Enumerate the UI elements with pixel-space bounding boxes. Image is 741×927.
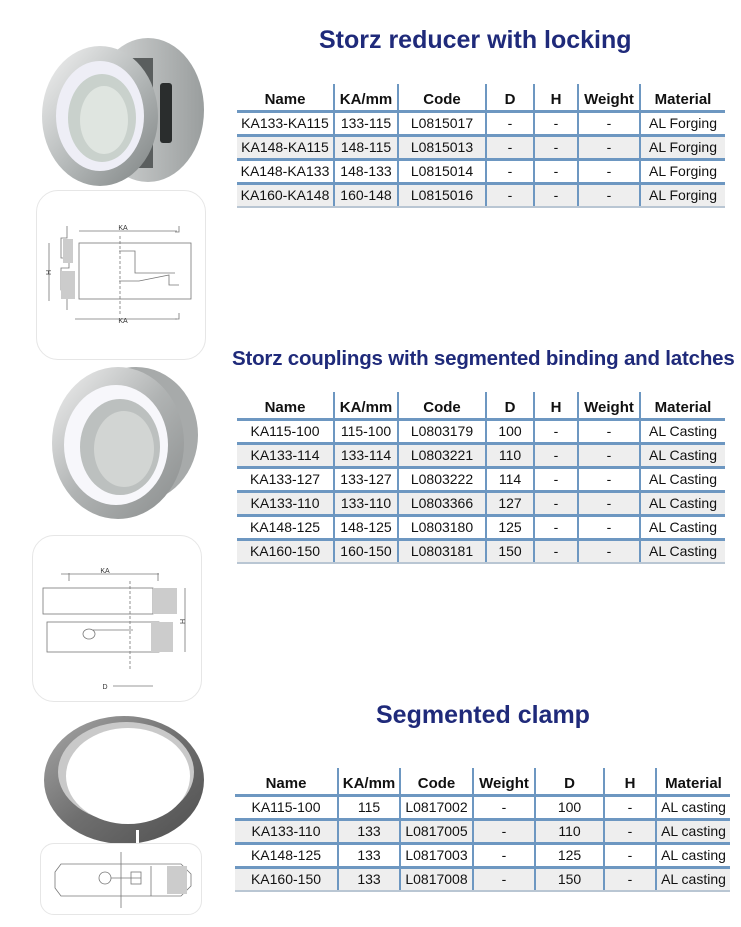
cell-material: AL Forging [640,111,725,135]
column-header-name: Name [265,774,307,792]
column-header-material: Material [656,768,730,795]
column-header-h: H [534,392,578,419]
cell-d: 114 [486,467,534,491]
cell-code: L0815016 [398,183,486,207]
section-title-segmented-clamp: Segmented clamp [376,701,590,729]
cell-material: AL casting [656,867,730,891]
segmented-clamp-photo [40,712,206,850]
cell-material: AL Casting [640,539,725,563]
column-header-material: Material [640,84,725,111]
cell-ka: 133-110 [334,491,398,515]
cell-h: - [534,183,578,207]
cell-d: - [486,111,534,135]
table-row [237,183,725,207]
storz-coupling-photo [28,355,208,530]
diagram-label-h: H [180,618,187,624]
cell-material: AL casting [656,819,730,843]
cell-ka: 133-127 [334,467,398,491]
cell-h: - [534,443,578,467]
column-header-name: Name [264,398,306,416]
cell-code: L0815017 [398,111,486,135]
cell-weight: - [473,843,535,867]
column-header-d: D [486,84,534,111]
table-header-row [237,392,725,419]
cell-material: AL casting [656,843,730,867]
column-header-ka: KA/mm [334,84,398,111]
cell-h: - [534,515,578,539]
table-row [235,819,730,843]
cell-h: - [534,467,578,491]
segmented-clamp-table [235,768,730,892]
cell-ka: 160-150 [334,539,398,563]
cell-name: KA148-125 [235,843,338,867]
storz-coupling-diagram [32,535,202,702]
cell-ka: 148-133 [334,159,398,183]
cell-code: L0803366 [398,491,486,515]
column-header-material: Material [640,392,725,419]
storz-reducer-diagram [36,190,206,360]
storz-coupling-table [237,392,725,564]
cell-code: L0803180 [398,515,486,539]
cell-weight: - [578,467,640,491]
column-header-h: H [604,768,656,795]
cell-d: 125 [486,515,534,539]
cell-code: L0803179 [398,419,486,443]
storz-reducer-photo [38,28,206,198]
cell-h: - [604,819,656,843]
column-header-d: D [486,392,534,419]
cell-ka: 115 [338,795,400,819]
cell-weight: - [578,443,640,467]
cell-ka: 133 [338,867,400,891]
cell-ka: 133-114 [334,443,398,467]
cell-h: - [604,843,656,867]
cell-code: L0817002 [400,795,473,819]
diagram-label-ka-bottom: KA [118,318,128,325]
cell-h: - [534,539,578,563]
cell-name: KA160-150 [237,539,334,563]
table-row [237,159,725,183]
cell-name: KA115-100 [235,795,338,819]
cell-weight: - [473,867,535,891]
segmented-clamp-diagram [40,843,202,915]
cell-weight: - [578,539,640,563]
cell-material: AL Forging [640,159,725,183]
column-header-code: Code [398,392,486,419]
table-header-row [235,768,730,795]
diagram-label-h: H [46,269,53,275]
column-header-d: D [535,768,604,795]
cell-h: - [604,795,656,819]
cell-name: KA133-110 [237,491,334,515]
cell-name: KA133-KA115 [237,111,334,135]
column-header-weight: Weight [473,768,535,795]
cell-code: L0815013 [398,135,486,159]
table-row [237,443,725,467]
table-row [237,515,725,539]
diagram-label-ka: KA [100,568,110,575]
cell-material: AL Casting [640,419,725,443]
table-row [237,491,725,515]
cell-material: AL Casting [640,491,725,515]
cell-ka: 133 [338,843,400,867]
cell-ka: 148-125 [334,515,398,539]
cell-h: - [534,491,578,515]
cell-ka: 148-115 [334,135,398,159]
table-row [235,843,730,867]
diagram-label-ka-top: KA [118,225,128,232]
cell-h: - [534,419,578,443]
cell-code: L0803181 [398,539,486,563]
cell-d: 100 [535,795,604,819]
cell-material: AL casting [656,795,730,819]
column-header-weight: Weight [578,392,640,419]
cell-name: KA148-KA115 [237,135,334,159]
cell-name: KA148-KA133 [237,159,334,183]
table-header-row [237,84,725,111]
cell-weight: - [578,135,640,159]
cell-d: 150 [486,539,534,563]
table-row [235,795,730,819]
column-header-code: Code [400,768,473,795]
cell-material: AL Forging [640,135,725,159]
section-title-storz-reducer: Storz reducer with locking [319,26,632,54]
cell-name: KA148-125 [237,515,334,539]
table-row [237,111,725,135]
cell-d: 150 [535,867,604,891]
cell-code: L0817005 [400,819,473,843]
cell-weight: - [578,515,640,539]
cell-weight: - [578,183,640,207]
cell-code: L0803222 [398,467,486,491]
storz-reducer-table [237,84,725,208]
cell-d: - [486,183,534,207]
column-header-h: H [534,84,578,111]
cell-material: AL Forging [640,183,725,207]
cell-d: - [486,135,534,159]
cell-name: KA160-150 [235,867,338,891]
diagram-label-d: D [102,684,108,691]
column-header-code: Code [398,84,486,111]
column-header-weight: Weight [578,84,640,111]
cell-ka: 133-115 [334,111,398,135]
cell-d: - [486,159,534,183]
cell-h: - [534,159,578,183]
cell-h: - [534,135,578,159]
cell-d: 125 [535,843,604,867]
cell-code: L0815014 [398,159,486,183]
cell-material: AL Casting [640,515,725,539]
cell-name: KA133-114 [237,443,334,467]
cell-h: - [604,867,656,891]
cell-name: KA160-KA148 [237,183,334,207]
cell-material: AL Casting [640,443,725,467]
cell-code: L0803221 [398,443,486,467]
cell-d: 127 [486,491,534,515]
cell-weight: - [473,819,535,843]
cell-name: KA115-100 [237,419,334,443]
cell-weight: - [578,419,640,443]
cell-ka: 160-148 [334,183,398,207]
cell-name: KA133-127 [237,467,334,491]
table-row [237,419,725,443]
cell-weight: - [473,795,535,819]
table-row [237,467,725,491]
table-row [237,539,725,563]
cell-name: KA133-110 [235,819,338,843]
cell-code: L0817003 [400,843,473,867]
column-header-ka: KA/mm [334,392,398,419]
cell-ka: 133 [338,819,400,843]
column-header-name: Name [264,90,306,108]
table-row [235,867,730,891]
cell-d: 110 [535,819,604,843]
cell-weight: - [578,159,640,183]
cell-d: 110 [486,443,534,467]
cell-ka: 115-100 [334,419,398,443]
table-row [237,135,725,159]
cell-code: L0817008 [400,867,473,891]
cell-weight: - [578,491,640,515]
column-header-ka: KA/mm [338,768,400,795]
section-title-storz-couplings: Storz couplings with segmented binding and latches [232,347,735,370]
cell-material: AL Casting [640,467,725,491]
cell-weight: - [578,111,640,135]
cell-d: 100 [486,419,534,443]
cell-h: - [534,111,578,135]
